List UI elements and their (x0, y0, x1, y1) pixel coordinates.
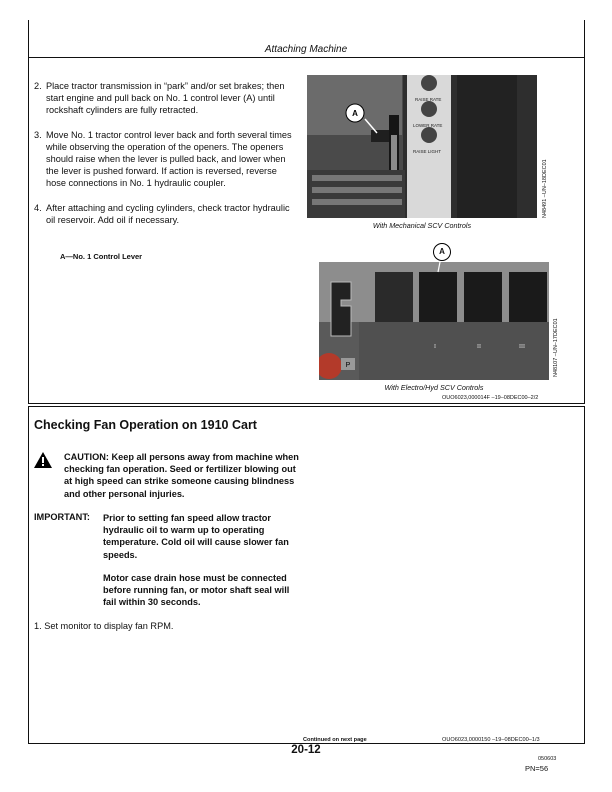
figure1-id: N48491 –UN–18DEC01 (542, 159, 548, 218)
electro-hyd-scv-illustration (319, 262, 549, 380)
callout-a-label: A (439, 247, 445, 256)
step-number: 2. (34, 81, 42, 91)
page-number: 20-12 (291, 744, 321, 756)
upper-right-border (584, 57, 585, 403)
important-label: IMPORTANT: (34, 512, 90, 522)
figure2-caption: With Electro/Hyd SCV Controls (384, 383, 484, 392)
step-number: 4. (34, 202, 42, 213)
callout-a: A (352, 109, 358, 118)
lower-left-border (28, 406, 29, 743)
roman-label: II (477, 344, 481, 350)
figure1-caption: With Mechanical SCV Controls (372, 221, 472, 230)
callout-a-2 (433, 243, 451, 261)
reference-id-1: OUO6023,000014F –19–08DEC00–2/2 (442, 395, 539, 401)
mechanical-scv-photo (307, 75, 537, 218)
lower-right-border (584, 406, 585, 743)
pn-number: PN=56 (525, 764, 549, 773)
footer-code: 050603 (538, 756, 557, 762)
electro-hyd-scv-photo (319, 262, 549, 380)
header-title: Attaching Machine (264, 44, 348, 55)
section-title: Checking Fan Operation on 1910 Cart (34, 418, 257, 432)
upper-left-border (28, 57, 29, 403)
continued-note: Continued on next page (303, 737, 367, 743)
step-text: Move No. 1 tractor control lever back and forth several times while observing the operation of the openers. The openers should raise when the lever is pulled back, and lower when the lever is pushed forward. If action is reversed, reverse hose connections in No. 1 hydraulic coupler. (46, 129, 292, 189)
caution-text: CAUTION: Keep all persons away from machine when checking fan operation. Seed or fertilizer blowing out at high speed can strike someone causing blindness and other personal injuries. (64, 452, 299, 499)
step-2 (34, 80, 296, 117)
park-label: P (345, 362, 351, 369)
important-text-2: Motor case drain hose must be connected before running fan, or motor shaft seal will fail within 30 seconds. (103, 573, 290, 608)
steps-list (34, 80, 296, 238)
roman-label: I (434, 344, 436, 350)
knob-label: RAISE RATE (415, 97, 442, 102)
header-rule (28, 57, 585, 58)
step-number: 3. (34, 129, 42, 140)
figure2-id: N48107 –UN–17DEC01 (553, 318, 559, 377)
knob-label: LOWER RATE (413, 123, 443, 128)
warning-icon (34, 452, 52, 468)
roman-label: III (519, 344, 525, 350)
reference-id-2: OUO6023,0000150 –19–08DEC00–1/3 (442, 737, 540, 743)
step-text: Place tractor transmission in “park” and/or set brakes; then start engine and pull back on No. 1 control lever (A) until rockshaft cylinders are fully retracted. (46, 81, 285, 116)
step-4 (34, 202, 296, 226)
figure-legend: A—No. 1 Control Lever (60, 252, 143, 261)
step-1: 1. Set monitor to display fan RPM. (34, 621, 174, 631)
section-divider-2 (28, 406, 585, 407)
mechanical-scv-illustration (307, 75, 537, 218)
knob-label: RAISE LIGHT (413, 149, 442, 154)
step-text: After attaching and cycling cylinders, check tractor hydraulic oil reservoir. Add oil if necessary. (46, 202, 290, 225)
important-text: Prior to setting fan speed allow tractor hydraulic oil to warm up to operating temperature. Cold oil will cause slower fan speeds. (103, 513, 289, 560)
step-3 (34, 129, 296, 190)
section-divider (28, 403, 585, 404)
